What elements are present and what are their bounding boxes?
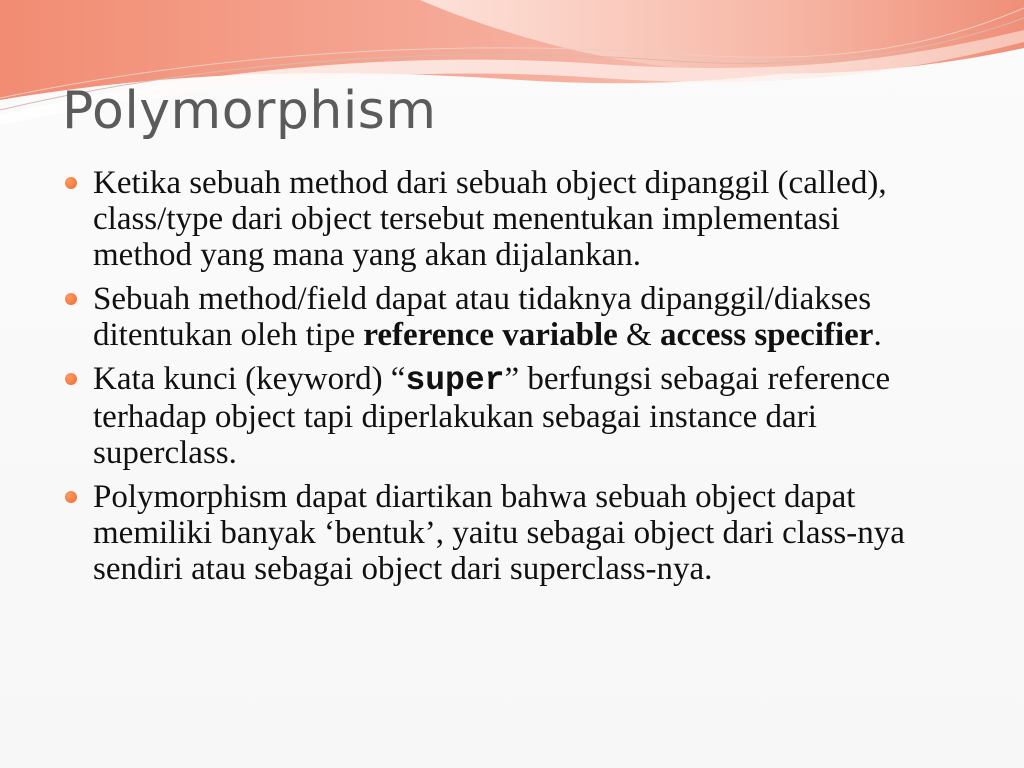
bullet-text: Polymorphism dapat diartikan bahwa sebuah object dapat memiliki banyak ‘bentuk’, yaitu sebagai object dari class-nya sendiri atau sebagai object dari superclass-nya. [93, 479, 905, 587]
bullet-item-2 [65, 281, 945, 353]
bullet-text-before: Kata kunci (keyword) “ [93, 361, 406, 397]
bullet-text-before: Sebuah method/field dapat atau tidaknya dipanggil/diakses ditentukan oleh tipe [93, 281, 872, 353]
bullet-joiner: & [617, 317, 660, 353]
bullet-item-3 [65, 361, 945, 471]
bullet-list [65, 165, 945, 595]
bullet-item-1 [65, 165, 945, 273]
bullet-text: Ketika sebuah method dari sebuah object dipanggil (called), class/type dari object tersebut menentukan implementasi method yang mana yang akan dijalankan. [93, 165, 887, 273]
bullet-dot-icon [65, 177, 77, 189]
bullet-text-after: . [873, 317, 882, 353]
bullet-text-after: ” berfungsi sebagai reference terhadap object tapi diperlakukan sebagai instance dari superclass. [93, 361, 891, 471]
bullet-bold-access-specifier: access specifier [659, 317, 874, 353]
slide-title: Polymorphism [62, 81, 437, 141]
bullet-bold-reference-variable: reference variable [363, 317, 618, 353]
bullet-dot-icon [65, 491, 77, 503]
bullet-keyword-super: super [405, 362, 505, 399]
bullet-dot-icon [65, 373, 77, 385]
bullet-dot-icon [65, 293, 77, 305]
bullet-item-4 [65, 479, 945, 587]
